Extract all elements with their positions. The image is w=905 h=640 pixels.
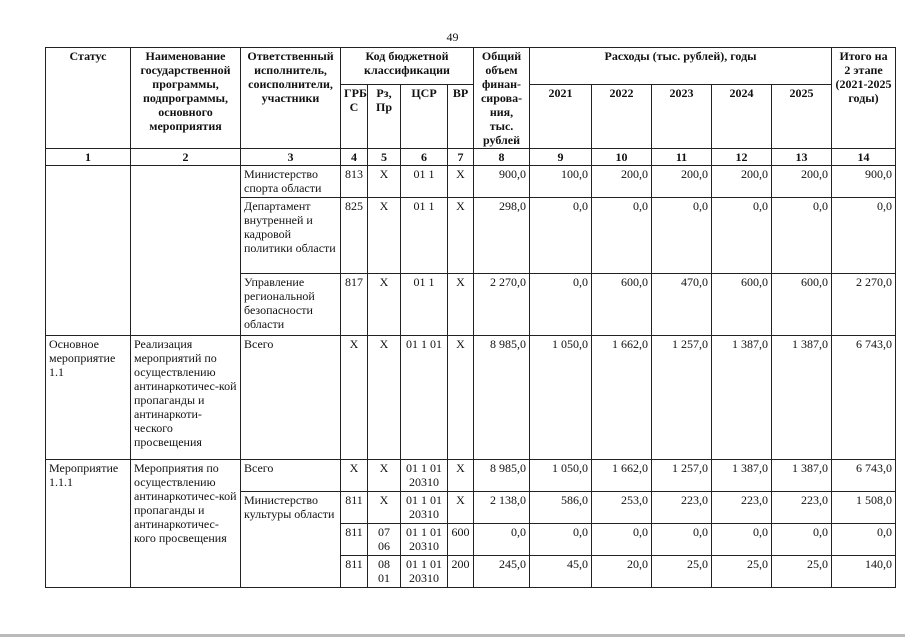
cell-2021: 0,0 [530,524,592,556]
cell-itogo: 0,0 [832,524,896,556]
cell-2025: 200,0 [772,166,832,198]
header-rzpr: Рз, Пр [368,85,401,149]
cell-csr: 01 1 01 20310 [401,524,448,556]
cell-executor: Министерство спорта области [241,166,341,198]
cell-rzpr: Х [368,492,401,524]
cell-2022: 0,0 [592,524,652,556]
cell-total: 298,0 [474,198,530,274]
cell-2025: 1 387,0 [772,460,832,492]
cell-2021: 1 050,0 [530,336,592,460]
cell-itogo: 140,0 [832,556,896,588]
header-year: 2023 [652,85,712,149]
cell-2024: 0,0 [712,198,772,274]
col-number: 1 [46,149,131,166]
cell-2021: 45,0 [530,556,592,588]
cell-vr: 200 [448,556,474,588]
header-expenses: Расходы (тыс. рублей), годы [530,48,832,85]
header-name: Наименование государственной программы, подпрограммы, основного мероприятия [131,48,241,149]
scan-edge [0,634,905,637]
cell-2022: 20,0 [592,556,652,588]
cell-2023: 0,0 [652,524,712,556]
cell-rzpr: Х [368,336,401,460]
cell-total: 245,0 [474,556,530,588]
cell-2022: 1 662,0 [592,336,652,460]
cell-2023: 1 257,0 [652,460,712,492]
header-year: 2025 [772,85,832,149]
header-csr: ЦСР [401,85,448,149]
cell-2025: 0,0 [772,198,832,274]
header-status: Статус [46,48,131,149]
cell-status: Основное мероприятие 1.1 [46,336,131,460]
cell-rzpr: Х [368,460,401,492]
cell-2023: 470,0 [652,274,712,336]
cell-2025: 1 387,0 [772,336,832,460]
col-number: 9 [530,149,592,166]
cell-csr: 01 1 01 20310 [401,556,448,588]
cell-csr: 01 1 01 [401,336,448,460]
cell-vr: Х [448,274,474,336]
cell-name [131,166,241,336]
cell-2022: 600,0 [592,274,652,336]
cell-2023: 1 257,0 [652,336,712,460]
cell-grbs: 811 [341,556,368,588]
cell-2024: 600,0 [712,274,772,336]
header-year: 2022 [592,85,652,149]
col-number: 10 [592,149,652,166]
header-vr: ВР [448,85,474,149]
cell-2023: 200,0 [652,166,712,198]
cell-grbs: 825 [341,198,368,274]
col-number: 13 [772,149,832,166]
header-executor: Ответственный исполнитель, соисполнители, участники [241,48,341,149]
cell-vr: Х [448,460,474,492]
cell-csr: 01 1 [401,166,448,198]
header-code: Код бюджетной классификации [341,48,474,85]
cell-executor: Министерство культуры области [241,492,341,588]
cell-2022: 0,0 [592,198,652,274]
cell-vr: 600 [448,524,474,556]
table-row [46,336,896,460]
cell-2025: 25,0 [772,556,832,588]
cell-2023: 25,0 [652,556,712,588]
cell-vr: Х [448,336,474,460]
cell-vr: Х [448,166,474,198]
cell-2024: 25,0 [712,556,772,588]
cell-2023: 0,0 [652,198,712,274]
cell-2021: 0,0 [530,198,592,274]
cell-2022: 1 662,0 [592,460,652,492]
cell-grbs: 813 [341,166,368,198]
cell-2023: 223,0 [652,492,712,524]
cell-rzpr: Х [368,166,401,198]
cell-total: 2 270,0 [474,274,530,336]
col-number: 4 [341,149,368,166]
header-itogo: Итого на 2 этапе (2021-2025 годы) [832,48,896,149]
budget-table [45,47,896,588]
col-number: 3 [241,149,341,166]
table-row [46,166,896,198]
cell-grbs: 817 [341,274,368,336]
header-year: 2024 [712,85,772,149]
col-number: 7 [448,149,474,166]
cell-total: 900,0 [474,166,530,198]
cell-itogo: 1 508,0 [832,492,896,524]
cell-rzpr: Х [368,274,401,336]
cell-itogo: 900,0 [832,166,896,198]
cell-csr: 01 1 [401,198,448,274]
cell-executor: Управление региональной безопасности области [241,274,341,336]
col-number: 2 [131,149,241,166]
cell-itogo: 2 270,0 [832,274,896,336]
cell-rzpr: Х [368,198,401,274]
cell-itogo: 0,0 [832,198,896,274]
cell-status: Мероприятие 1.1.1 [46,460,131,588]
cell-grbs: 811 [341,524,368,556]
cell-vr: Х [448,492,474,524]
cell-csr: 01 1 [401,274,448,336]
cell-2024: 200,0 [712,166,772,198]
col-number: 12 [712,149,772,166]
table-row [46,460,896,492]
cell-rzpr: 07 06 [368,524,401,556]
col-number: 5 [368,149,401,166]
cell-csr: 01 1 01 20310 [401,460,448,492]
cell-2021: 0,0 [530,274,592,336]
cell-2024: 223,0 [712,492,772,524]
col-number: 11 [652,149,712,166]
col-number: 6 [401,149,448,166]
cell-grbs: Х [341,336,368,460]
cell-total: 2 138,0 [474,492,530,524]
col-number: 14 [832,149,896,166]
cell-2021: 586,0 [530,492,592,524]
cell-2021: 100,0 [530,166,592,198]
cell-2022: 253,0 [592,492,652,524]
cell-total: 0,0 [474,524,530,556]
cell-2024: 1 387,0 [712,336,772,460]
cell-total: 8 985,0 [474,460,530,492]
cell-executor: Всего [241,336,341,460]
col-number: 8 [474,149,530,166]
cell-vr: Х [448,198,474,274]
cell-status [46,166,131,336]
cell-2024: 0,0 [712,524,772,556]
cell-executor: Всего [241,460,341,492]
cell-executor: Департамент внутренней и кадровой политики области [241,198,341,274]
cell-grbs: 811 [341,492,368,524]
cell-name: Мероприятия по осуществлению антинаркотичес-кой пропаганды и антинаркотичес-кого просвещения [131,460,241,588]
cell-rzpr: 08 01 [368,556,401,588]
cell-itogo: 6 743,0 [832,336,896,460]
cell-name: Реализация мероприятий по осуществлению антинаркотичес-кой пропаганды и антинаркоти-ческого просвещения [131,336,241,460]
cell-total: 8 985,0 [474,336,530,460]
cell-itogo: 6 743,0 [832,460,896,492]
header-grbs: ГРБ С [341,85,368,149]
cell-2025: 600,0 [772,274,832,336]
header-year: 2021 [530,85,592,149]
cell-2022: 200,0 [592,166,652,198]
cell-2025: 0,0 [772,524,832,556]
cell-csr: 01 1 01 20310 [401,492,448,524]
cell-2025: 223,0 [772,492,832,524]
header-total: Общий объем финан-сирова-ния, тыс. рублей [474,48,530,149]
cell-grbs: Х [341,460,368,492]
page-number: 49 [446,30,459,44]
cell-2021: 1 050,0 [530,460,592,492]
cell-2024: 1 387,0 [712,460,772,492]
